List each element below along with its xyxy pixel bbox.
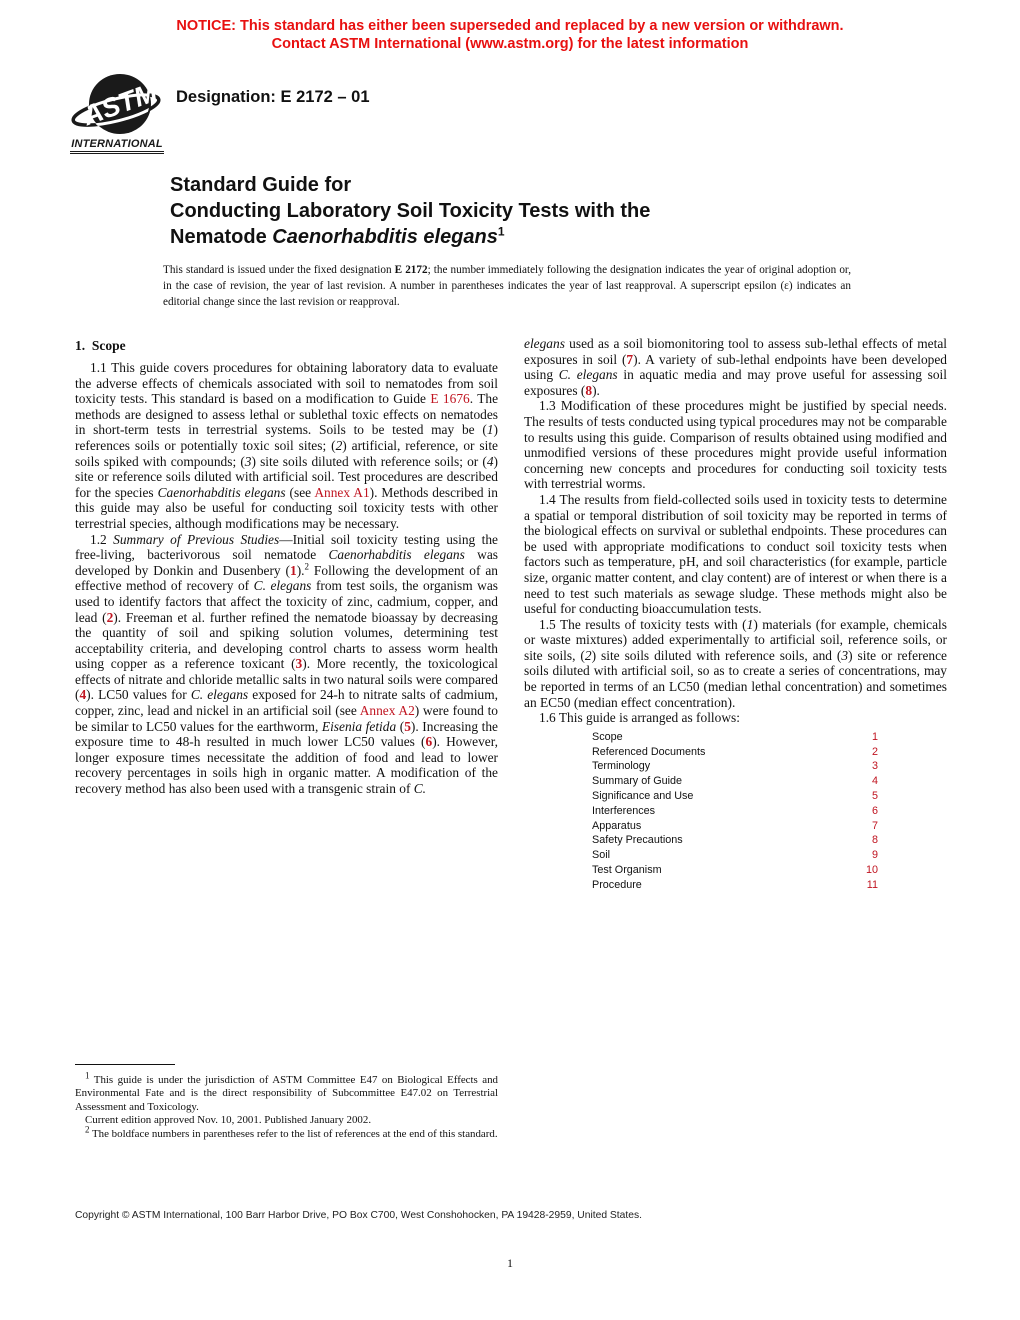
reference-link[interactable]: 3 bbox=[295, 656, 303, 672]
toc-label: Interferences bbox=[592, 804, 656, 817]
toc-row bbox=[592, 878, 878, 893]
toc-row bbox=[592, 774, 878, 789]
paragraph: 1.5 The results of toxicity tests with (1) materials (for example, chemicals or waste mixtures) added experimentally to artificial soil, reference soils, or site soils, (2) site soils diluted with reference soils, and (3) site or reference soils diluted with artificial soil, so as to create a series of concentrations, may be reported in terms of an LC50 (median lethal concentration) and sometimes an EC50 (median effect concentration). bbox=[524, 616, 947, 710]
reference-link[interactable]: 2 bbox=[106, 609, 114, 625]
supersession-notice bbox=[0, 18, 1020, 53]
copyright-line: Copyright © ASTM International, 100 Barr Harbor Drive, PO Box C700, West Conshohocken, PA 19428-2959, United States. bbox=[75, 1210, 642, 1221]
toc-section-link[interactable]: 2 bbox=[871, 745, 878, 758]
toc-row bbox=[592, 789, 878, 804]
reference-link[interactable]: 5 bbox=[404, 718, 411, 734]
astm-logo bbox=[70, 72, 174, 154]
paragraph: $^2$ The boldface numbers in parentheses refer to the list of references at the end of this standard. bbox=[85, 1124, 498, 1140]
page-number: 1 bbox=[507, 1256, 513, 1270]
toc-label: Soil bbox=[592, 849, 611, 862]
toc-section-link[interactable]: 6 bbox=[871, 804, 878, 817]
document-title bbox=[170, 172, 810, 250]
reference-link[interactable]: E 1676 bbox=[430, 391, 470, 407]
reference-link[interactable]: Annex A2 bbox=[359, 703, 415, 719]
toc-section-link[interactable]: 8 bbox=[871, 834, 878, 847]
astm-globe-icon bbox=[70, 72, 164, 140]
toc-section-link[interactable]: 9 bbox=[871, 849, 878, 862]
toc-section-link[interactable]: 1 bbox=[871, 730, 878, 743]
toc-label: Referenced Documents bbox=[592, 745, 706, 758]
toc-row bbox=[592, 863, 878, 878]
toc-label: Significance and Use bbox=[592, 790, 694, 803]
astm-logo-acronym: ASTM bbox=[78, 76, 162, 132]
toc-section-link[interactable]: 3 bbox=[871, 760, 878, 773]
toc-row bbox=[592, 745, 878, 760]
reference-link[interactable]: 8 bbox=[585, 382, 593, 398]
body-columns bbox=[75, 336, 947, 893]
toc-label: Summary of Guide bbox=[592, 775, 683, 788]
footnotes bbox=[75, 1064, 498, 1141]
paragraph: 1.4 The results from field-collected soils used in toxicity tests to determine a spatial or temporal distribution of soil toxicity may be reported in terms of the biological effects on survival or sublethal endpoints. These procedures can be used with appropriate modifications to conduct soil toxicity tests when factors such as temperature, pH, and soil characteristics (for example, particle size, organic matter content, and clay content) are of interest or when there is a need to test such materials as sewage sludge. These methods might also be useful for conducting bioaccumulation tests. bbox=[524, 491, 947, 617]
standard-preamble bbox=[163, 262, 851, 310]
title-footnote-marker: 1 bbox=[497, 224, 505, 239]
reference-link[interactable]: Annex A1 bbox=[314, 484, 370, 500]
left-column-text bbox=[75, 360, 498, 797]
footnote-text bbox=[75, 1070, 498, 1141]
reference-link[interactable]: 7 bbox=[626, 351, 634, 367]
section-heading-scope: 1. Scope bbox=[75, 338, 126, 353]
paragraph: 1.3 Modification of these procedures might be justified by special needs. The results of tests conducted using typical procedures may not be comparable to results using this guide. Comparison of results obtained using modified and unmodified versions of these procedures might provide useful information concerning new concepts and procedures for conducting soil toxicity tests with terrestrial worms. bbox=[524, 398, 947, 492]
title-line-1: Standard Guide for bbox=[170, 174, 352, 196]
notice-line-1: NOTICE: This standard has either been superseded and replaced by a new version or withdrawn. bbox=[176, 18, 844, 34]
toc-row bbox=[592, 833, 878, 848]
paragraph: $^1$ This guide is under the jurisdiction of ASTM Committee E47 on Biological Effects and Environmental Fate and is the direct responsibility of Subcommittee E47.02 on Terrestrial Assessment and Toxicology. bbox=[75, 1070, 498, 1113]
astm-logo-subtitle: INTERNATIONAL bbox=[70, 138, 164, 154]
toc-label: Apparatus bbox=[592, 819, 642, 832]
paragraph: 1.1 This guide covers procedures for obtaining laboratory data to evaluate the adverse effects of chemicals associated with soil to nematodes from soil toxicity tests. This standard is based on a modification to Guide E 1676. The methods are designed to assess lethal or sublethal toxic effects on nematodes in short-term tests in terrestrial systems. Soils to be tested may be (1) references soils or potentially toxic soil sites; (2) artificial, reference, or site soils spiked with compounds; (3) site soils diluted with reference soils; or (4) site or reference soils diluted with artificial soil. Test procedures are described for the species Caenorhabditis elegans (see Annex A1). Methods described in this guide may also be useful for conducting soil toxicity tests with other terrestrial species, although modifications may be necessary. bbox=[75, 360, 499, 531]
paragraph: Current edition approved Nov. 10, 2001. Published January 2002. bbox=[85, 1114, 372, 1127]
paragraph: elegans used as a soil biomonitoring tool to assess sub-lethal effects of metal exposures in soil (7). A variety of sub-lethal endpoints have been developed using C. elegans in aquatic media and may prove useful for assessing soil exposures (8). bbox=[524, 336, 947, 398]
toc-label: Procedure bbox=[592, 878, 642, 891]
toc-section-link[interactable]: 4 bbox=[871, 775, 878, 788]
toc-section-link[interactable]: 11 bbox=[866, 878, 878, 891]
reference-link[interactable]: 1 bbox=[290, 562, 297, 578]
toc-row bbox=[592, 848, 878, 863]
guide-contents-list bbox=[592, 730, 878, 893]
reference-link[interactable]: 4 bbox=[79, 687, 87, 703]
notice-line-2: Contact ASTM International (www.astm.org) for the latest information bbox=[271, 35, 749, 52]
toc-label: Terminology bbox=[592, 760, 651, 773]
title-line-3: Nematode Caenorhabditis elegans$^1$ bbox=[170, 224, 505, 248]
toc-row bbox=[592, 804, 878, 819]
right-column-text bbox=[524, 336, 947, 726]
toc-label: Test Organism bbox=[592, 864, 662, 877]
paragraph: 1.2 Summary of Previous Studies—Initial soil toxicity testing using the free-living, bacterivorous soil nematode Caenorhabditis elegans was developed by Donkin and Dusenbery (1).$^2$ Following the development of an effective method of recovery of C. elegans from test soils, the organism was used to identify factors that affect the toxicity of zinc, cadmium, copper, and lead (2). Freeman et al. further refined the nematode bioassay by decreasing the quantity of soil and spiking solution volumes, determining test acceptability criteria, and developing control charts to assess worm health using copper as a reference toxicant (3). More recently, the toxicological effects of nitrate and chloride metallic salts in two natural soils were compared (4). LC50 values for C. elegans exposed for 24-h to nitrate salts of cadmium, copper, zinc, lead and nickel in an artificial soil (see Annex A2) were found to be similar to LC50 values for the earthworm, Eisenia fetida (5). Increasing the exposure time to 48-h resulted in much lower LC50 values (6). However, longer exposure times necessitate the addition of food and lead to lower recovery percentages in soils high in organic matter. A modification of the recovery method has also been used with a transgenic strain of C. bbox=[75, 531, 499, 797]
reference-link[interactable]: 6 bbox=[425, 734, 433, 750]
toc-label: Scope bbox=[592, 730, 623, 743]
species-name: Caenorhabditis elegans bbox=[272, 226, 498, 248]
footnote-divider bbox=[75, 1064, 175, 1065]
toc-section-link[interactable]: 5 bbox=[871, 790, 878, 803]
toc-section-link[interactable]: 10 bbox=[865, 864, 878, 877]
toc-label: Safety Precautions bbox=[592, 834, 683, 847]
right-column bbox=[524, 336, 947, 893]
designation-label: Designation: E 2172 – 01 bbox=[176, 88, 370, 106]
paragraph: 1.6 This guide is arranged as follows: bbox=[539, 710, 740, 726]
title-line-2: Conducting Laboratory Soil Toxicity Tests with the bbox=[170, 200, 651, 222]
toc-section-link[interactable]: 7 bbox=[871, 819, 878, 832]
toc-row bbox=[592, 730, 878, 745]
left-column bbox=[75, 336, 498, 893]
toc-row bbox=[592, 759, 878, 774]
toc-row bbox=[592, 819, 878, 834]
paragraph: This standard is issued under the fixed designation E 2172; the number immediately following the designation indicates the year of original adoption or, in the case of revision, the year of last revision. A number in parentheses indicates the year of last reapproval. A superscript epsilon (ε) indicates an editorial change since the last revision or reapproval. bbox=[163, 264, 851, 308]
